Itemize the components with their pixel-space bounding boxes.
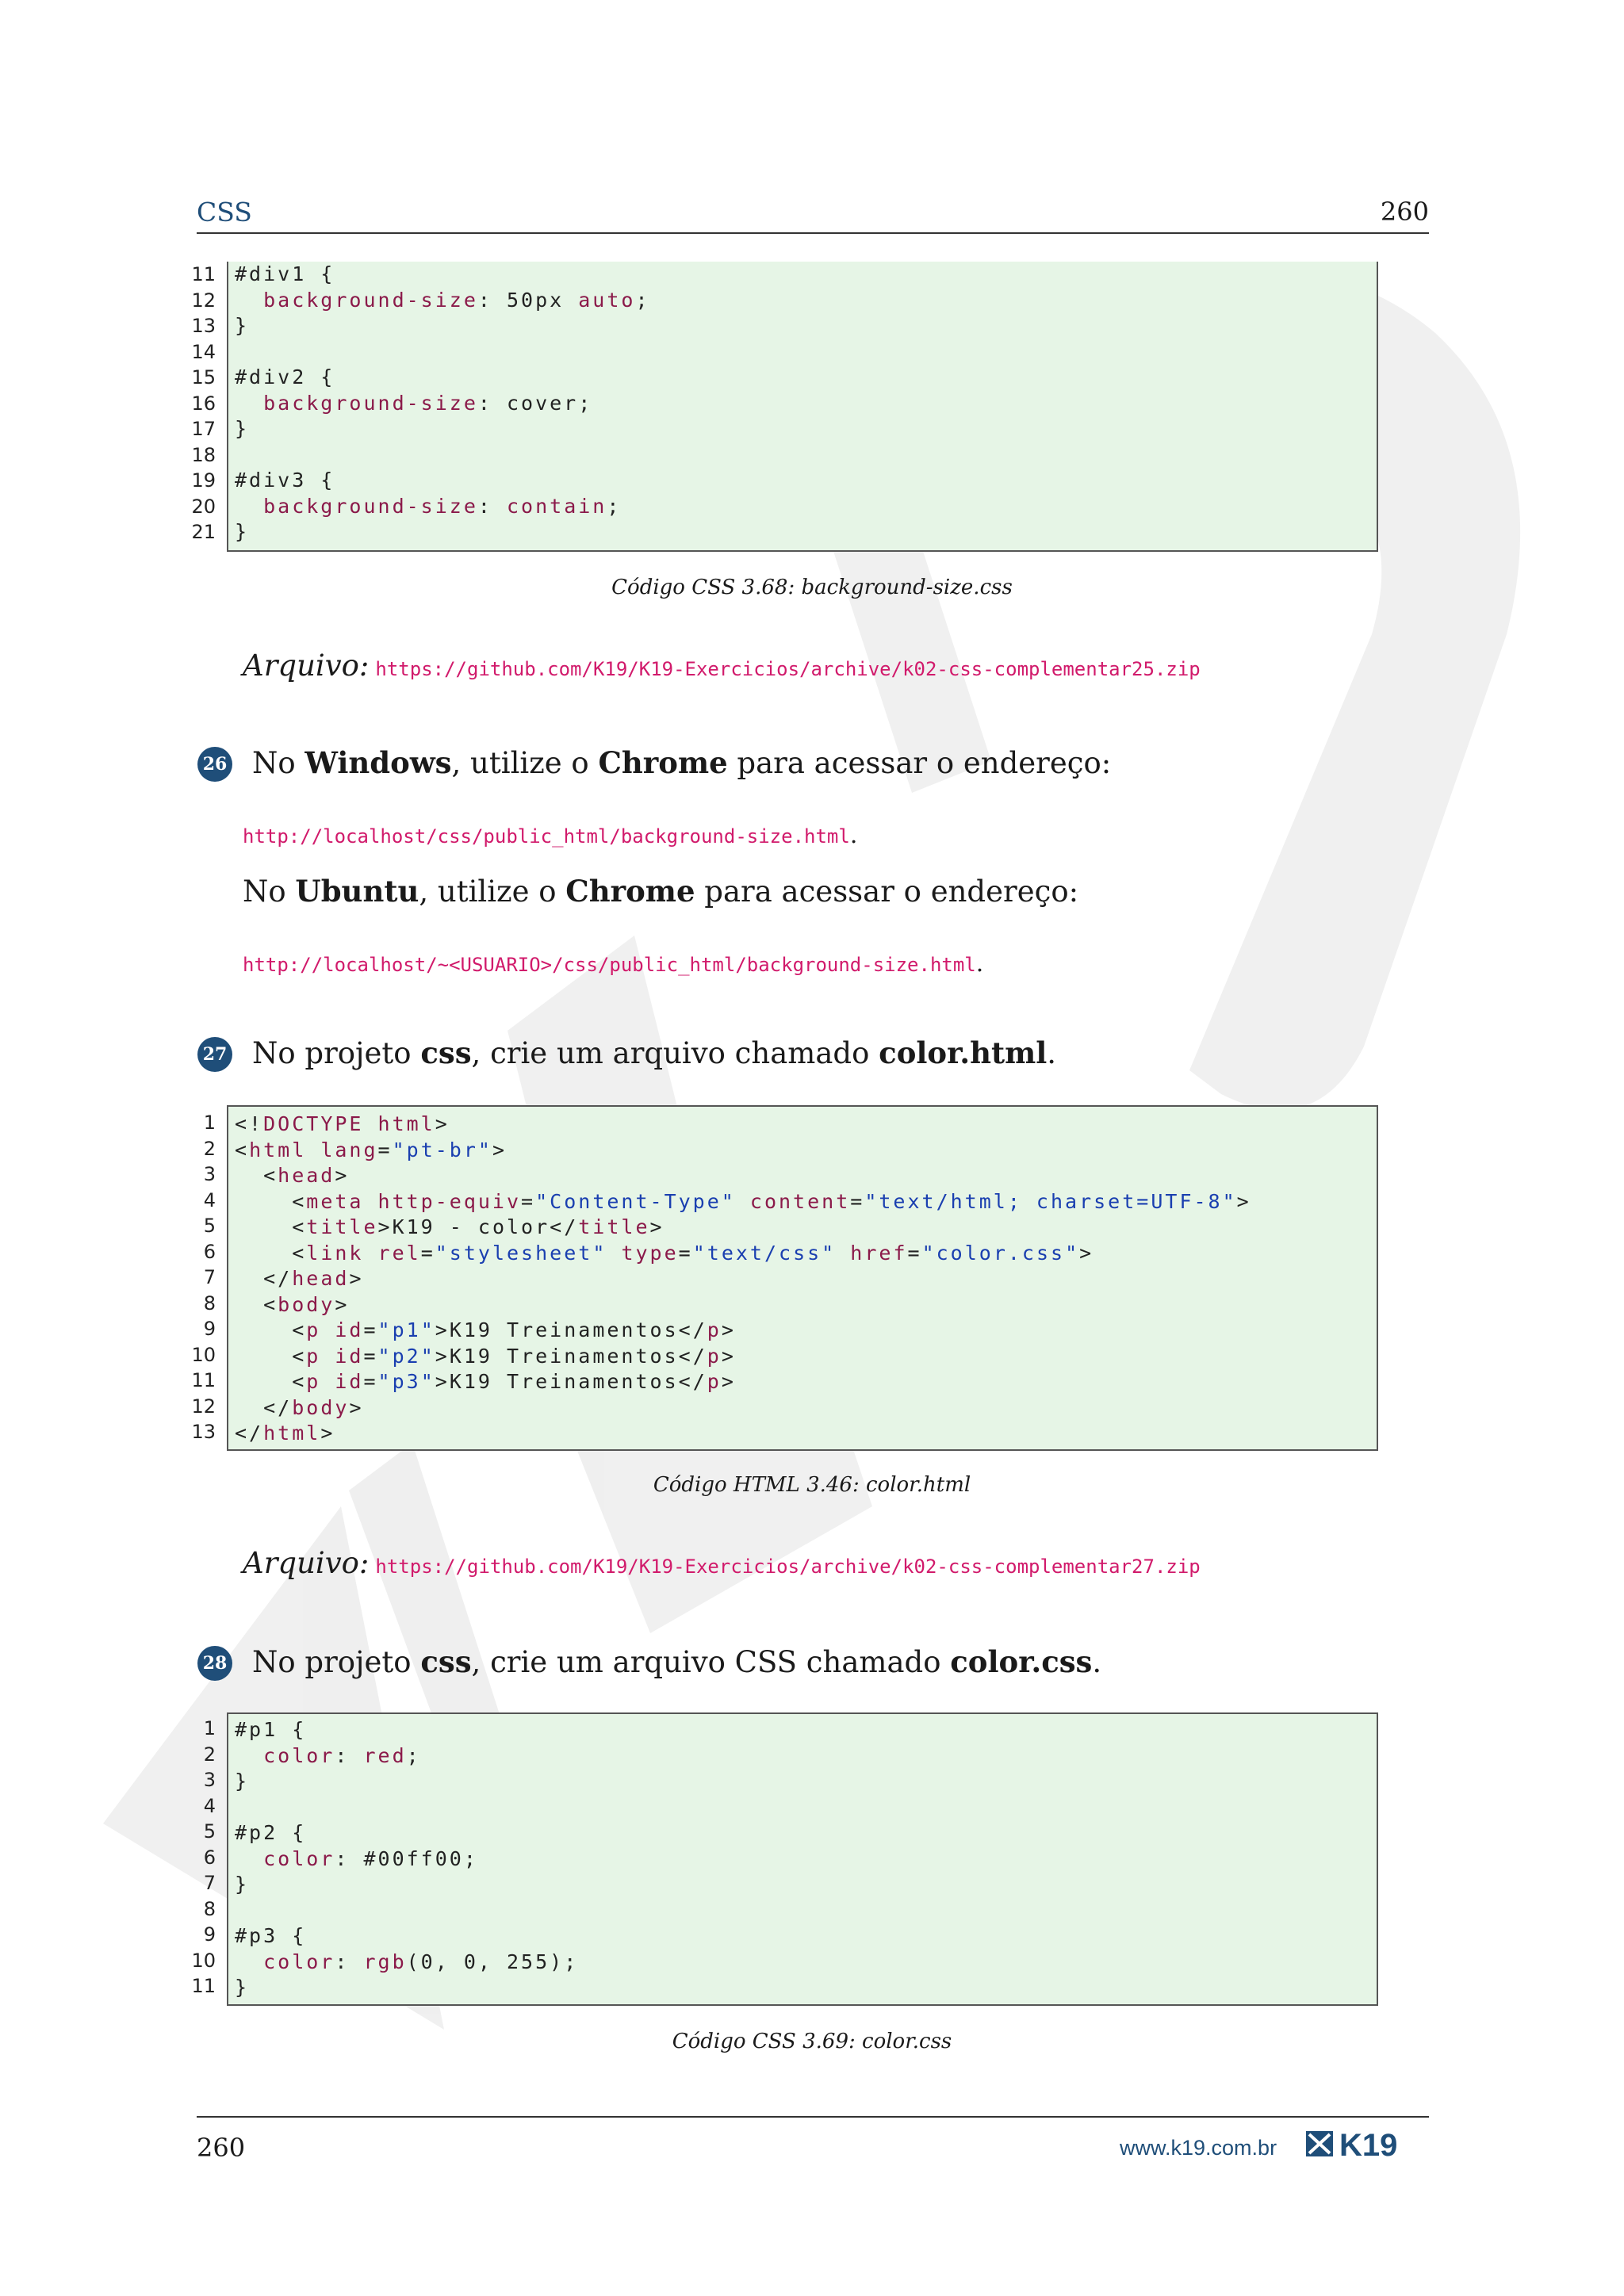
line-number: 11 xyxy=(191,1975,216,1997)
k19-logo-text: K19 xyxy=(1339,2128,1398,2160)
line-number: 19 xyxy=(191,469,216,492)
line-number: 9 xyxy=(203,1923,216,1946)
code-line: <body> xyxy=(235,1292,350,1316)
code-line: background-size: 50px auto; xyxy=(235,288,650,312)
windows-url-link[interactable]: http://localhost/css/public_html/background-size.html xyxy=(243,825,850,848)
file-download-line-27 xyxy=(243,1546,1201,1580)
line-number: 17 xyxy=(191,418,216,440)
line-number: 2 xyxy=(203,1743,216,1766)
ubuntu-url-period: . xyxy=(975,950,984,978)
code-line: } xyxy=(235,1873,250,1896)
line-number: 16 xyxy=(191,392,216,415)
code-line: } xyxy=(235,417,250,440)
line-number: 11 xyxy=(191,1369,216,1391)
ubuntu-url xyxy=(243,950,983,978)
step26-text-segment: Windows xyxy=(304,745,452,780)
line-number: 12 xyxy=(191,1395,216,1418)
line-number: 5 xyxy=(203,1215,216,1237)
step27-text-segment: , crie um arquivo chamado xyxy=(471,1036,879,1070)
step-badge-27: 27 xyxy=(197,1037,232,1072)
arquivo-label: Arquivo: xyxy=(243,649,370,683)
code-line: <html lang="pt-br"> xyxy=(235,1138,508,1161)
header-divider xyxy=(197,232,1429,234)
code-line: #div2 { xyxy=(235,365,335,388)
line-number: 7 xyxy=(203,1266,216,1288)
code-line: <p id="p3">K19 Treinamentos</p> xyxy=(235,1370,736,1393)
line-number: 20 xyxy=(191,495,216,518)
step28-text-segment: No projeto xyxy=(252,1645,421,1679)
step26-text-segment: Chrome xyxy=(598,745,728,780)
line-number: 4 xyxy=(203,1188,216,1211)
code-line: } xyxy=(235,1976,250,1999)
line-number: 10 xyxy=(191,1949,216,1972)
step26-para2-segment: Ubuntu xyxy=(295,874,419,909)
code-line: </head> xyxy=(235,1267,364,1290)
code-line: <!DOCTYPE html> xyxy=(235,1112,450,1135)
step26-text-segment: , utilize o xyxy=(451,746,599,780)
code-line: <link rel="stylesheet" type="text/css" href="color.css"> xyxy=(235,1241,1094,1265)
line-number: 1 xyxy=(203,1717,216,1739)
code-line: <title>K19 - color</title> xyxy=(235,1215,665,1238)
code-line: } xyxy=(235,1770,250,1793)
code-line: background-size: cover; xyxy=(235,391,593,415)
code-caption-background-size: Código CSS 3.68: background-size.css xyxy=(611,576,1013,599)
step27-text-segment: color.html xyxy=(879,1035,1048,1070)
line-number: 5 xyxy=(203,1820,216,1843)
code-line: <head> xyxy=(235,1164,350,1187)
step26-para2-segment: No xyxy=(243,874,296,909)
code-line: #p2 { xyxy=(235,1821,307,1844)
code-caption-color-css: Código CSS 3.69: color.css xyxy=(672,2030,952,2053)
footer-page-number: 260 xyxy=(197,2133,246,2163)
file-download-line-25 xyxy=(243,649,1201,683)
code-line: } xyxy=(235,314,250,337)
code-line: #div1 { xyxy=(235,262,335,285)
step28-text-segment: , crie um arquivo CSS chamado xyxy=(471,1645,951,1679)
code-line: #p1 { xyxy=(235,1718,307,1741)
step26-text-segment: para acessar o endereço: xyxy=(727,746,1112,780)
line-number: 6 xyxy=(203,1846,216,1869)
code-line: } xyxy=(235,520,250,543)
line-number: 8 xyxy=(203,1897,216,1920)
step27-text-segment: . xyxy=(1047,1036,1057,1070)
code-line: color: red; xyxy=(235,1743,421,1767)
line-number: 2 xyxy=(203,1137,216,1160)
code-line: <p id="p2">K19 Treinamentos</p> xyxy=(235,1344,736,1368)
line-number: 8 xyxy=(203,1292,216,1314)
line-number: 11 xyxy=(191,263,216,285)
line-number: 6 xyxy=(203,1240,216,1263)
step-26-instruction xyxy=(252,745,1111,780)
windows-url xyxy=(243,821,857,849)
step27-text-segment: No projeto xyxy=(252,1036,421,1070)
code-line: color: #00ff00; xyxy=(235,1846,478,1870)
code-block-color-html xyxy=(227,1105,1378,1451)
line-number: 18 xyxy=(191,443,216,466)
code-block-color-css xyxy=(227,1712,1378,2006)
line-number: 12 xyxy=(191,289,216,312)
ubuntu-instruction xyxy=(243,874,1078,909)
line-number: 7 xyxy=(203,1872,216,1894)
line-number: 3 xyxy=(203,1163,216,1185)
line-number: 1 xyxy=(203,1112,216,1134)
line-number: 15 xyxy=(191,366,216,388)
line-number: 4 xyxy=(203,1794,216,1817)
line-number: 13 xyxy=(191,1421,216,1443)
line-number: 10 xyxy=(191,1343,216,1366)
step26-text-segment: No xyxy=(252,746,305,780)
step26-para2-segment: , utilize o xyxy=(419,874,566,909)
step-badge-28: 28 xyxy=(197,1646,232,1681)
code-line: #div3 { xyxy=(235,469,335,492)
code-line: <meta http-equiv="Content-Type" content="text/html; charset=UTF-8"> xyxy=(235,1189,1251,1213)
footer-divider xyxy=(197,2116,1429,2118)
step28-text-segment: . xyxy=(1092,1645,1102,1679)
running-header-page-number: 260 xyxy=(1380,197,1429,227)
line-number: 13 xyxy=(191,315,216,337)
step-badge-26: 26 xyxy=(197,747,232,782)
step28-text-segment: color.css xyxy=(950,1644,1093,1679)
line-number: 14 xyxy=(191,340,216,363)
download-link-27[interactable]: https://github.com/K19/K19-Exercicios/archive/k02-css-complementar27.zip xyxy=(375,1556,1201,1578)
download-link-25[interactable]: https://github.com/K19/K19-Exercicios/archive/k02-css-complementar25.zip xyxy=(375,658,1201,680)
code-line: background-size: contain; xyxy=(235,494,622,518)
line-number: 9 xyxy=(203,1318,216,1340)
code-block-background-size-css xyxy=(227,262,1378,552)
code-line: #p3 { xyxy=(235,1924,307,1947)
step27-text-segment: css xyxy=(420,1035,472,1070)
line-number: 21 xyxy=(191,521,216,543)
code-line: </html> xyxy=(235,1422,335,1445)
code-line: </body> xyxy=(235,1395,364,1419)
step26-para2-segment: Chrome xyxy=(565,874,695,909)
arquivo-label: Arquivo: xyxy=(243,1546,370,1580)
k19-logo-icon xyxy=(1304,2128,1430,2160)
running-header-title: CSS xyxy=(197,197,252,228)
ubuntu-url-link[interactable]: http://localhost/~<USUARIO>/css/public_html/background-size.html xyxy=(243,954,976,976)
code-caption-color-html: Código HTML 3.46: color.html xyxy=(653,1473,971,1497)
code-line: <p id="p1">K19 Treinamentos</p> xyxy=(235,1318,736,1341)
footer-website[interactable]: www.k19.com.br xyxy=(1120,2136,1277,2160)
windows-url-period: . xyxy=(849,821,858,849)
line-number: 3 xyxy=(203,1769,216,1791)
step-27-instruction xyxy=(252,1035,1056,1070)
step28-text-segment: css xyxy=(420,1644,472,1679)
step-28-instruction xyxy=(252,1644,1101,1679)
step26-para2-segment: para acessar o endereço: xyxy=(695,874,1079,909)
code-line: color: rgb(0, 0, 255); xyxy=(235,1950,579,1973)
